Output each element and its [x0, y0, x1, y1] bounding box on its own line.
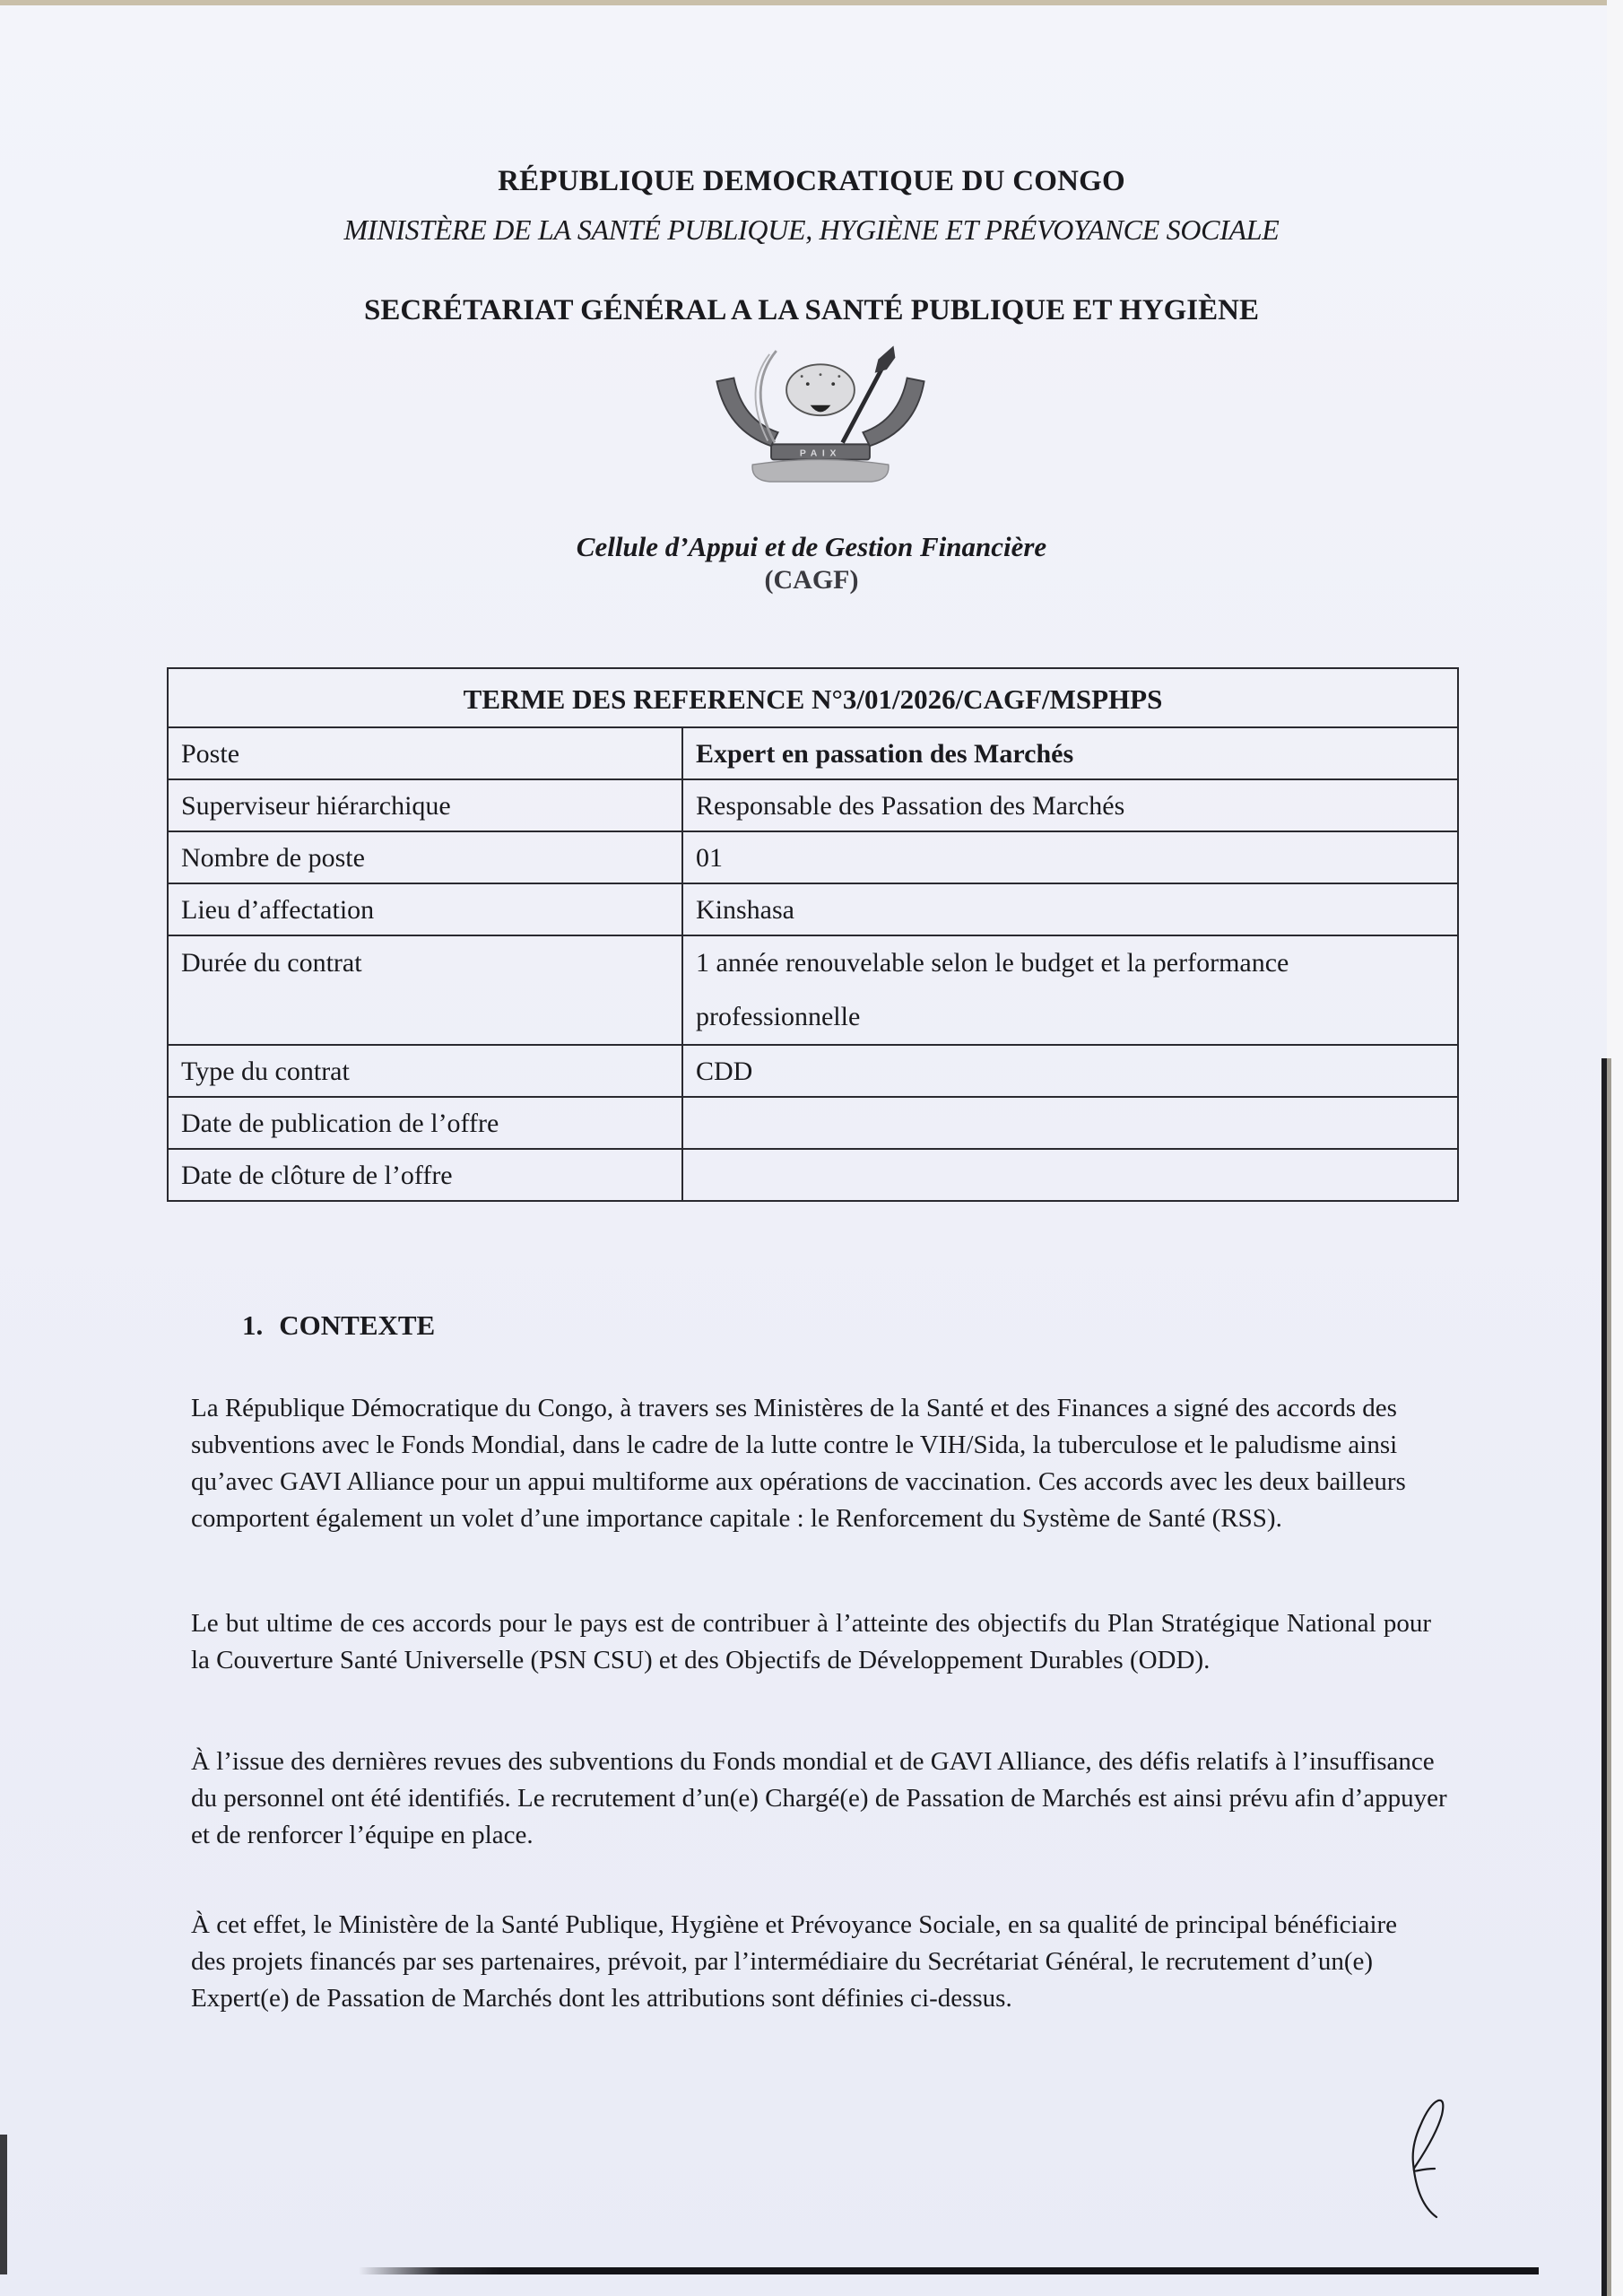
- table-row: [168, 779, 1458, 831]
- row-label-nombre-poste: Nombre de poste: [168, 831, 682, 883]
- row-value-superviseur: Responsable des Passation des Marchés: [682, 779, 1458, 831]
- context-paragraph-2: Le but ultime de ces accords pour le pays est de contribuer à l’atteinte des objectifs du Plan Stratégique National pour la Couverture Santé Universelle (PSN CSU) et des Objectifs de Développement Durables (ODD).: [191, 1609, 1431, 1674]
- row-value-poste: Expert en passation des Marchés: [682, 727, 1458, 779]
- scan-right-shadow: [1607, 1058, 1611, 2296]
- unit-acronym: (CAGF): [764, 565, 859, 595]
- row-value-date-cloture: [682, 1149, 1458, 1201]
- row-value-date-publication: [682, 1097, 1458, 1149]
- ministry-title: MINISTÈRE DE LA SANTÉ PUBLIQUE, HYGIÈNE ET PRÉVOYANCE SOCIALE: [343, 213, 1280, 246]
- terms-of-reference-table: [167, 667, 1459, 1202]
- section-heading: [242, 1309, 435, 1342]
- row-value-lieu: Kinshasa: [682, 883, 1458, 935]
- table-row: [168, 1045, 1458, 1097]
- coat-of-arms-icon: [690, 337, 950, 499]
- footer-rule: [359, 2267, 1539, 2274]
- scan-top-edge: [0, 0, 1610, 5]
- table-row: [168, 1097, 1458, 1149]
- table-title: TERME DES REFERENCE N°3/01/2026/CAGF/MSPHPS: [168, 668, 1458, 727]
- row-value-duree: 1 année renouvelable selon le budget et la performance professionnelle: [682, 935, 1458, 1045]
- row-label-superviseur: Superviseur hiérarchique: [168, 779, 682, 831]
- row-value-type-contrat: CDD: [682, 1045, 1458, 1097]
- table-row: [168, 1149, 1458, 1201]
- row-label-date-cloture: Date de clôture de l’offre: [168, 1149, 682, 1201]
- handwritten-initial-icon: [1408, 2097, 1471, 2231]
- country-title: RÉPUBLIQUE DEMOCRATIQUE DU CONGO: [498, 165, 1125, 197]
- row-label-poste: Poste: [168, 727, 682, 779]
- context-paragraph-4: À cet effet, le Ministère de la Santé Publique, Hygiène et Prévoyance Sociale, en sa qualité de principal bénéficiaire des projets financés par ses partenaires, prévoit, par l’intermédiaire du Secrétariat Général, le recrutement d’un(e) Expert(e) de Passation de Marchés dont les attributions sont définies ci-dessus.: [191, 1910, 1398, 2013]
- row-label-type-contrat: Type du contrat: [168, 1045, 682, 1097]
- unit-title: Cellule d’Appui et de Gestion Financière: [576, 531, 1047, 562]
- secretariat-title: SECRÉTARIAT GÉNÉRAL A LA SANTÉ PUBLIQUE ET HYGIÈNE: [364, 294, 1259, 326]
- svg-text:PAIX: PAIX: [799, 448, 842, 459]
- table-row: [168, 935, 1458, 1045]
- row-label-lieu: Lieu d’affectation: [168, 883, 682, 935]
- section-title: CONTEXTE: [279, 1309, 436, 1341]
- table-row: [168, 883, 1458, 935]
- scan-left-edge: [0, 2135, 7, 2274]
- table-row: [168, 727, 1458, 779]
- row-value-nombre-poste: 01: [682, 831, 1458, 883]
- section-number: 1.: [242, 1309, 264, 1341]
- row-label-date-publication: Date de publication de l’offre: [168, 1097, 682, 1149]
- table-row: [168, 831, 1458, 883]
- context-paragraph-3: À l’issue des dernières revues des subventions du Fonds mondial et de GAVI Alliance, des défis relatifs à l’insuffisance du personnel ont été identifiés. Le recrutement d’un(e) Chargé(e) de Passation de Marchés est ainsi prévu afin d’appuyer et de renforcer l’équipe en place.: [191, 1747, 1447, 1849]
- context-paragraph-1: La République Démocratique du Congo, à travers ses Ministères de la Santé et des Finances a signé des accords des subventions avec le Fonds Mondial, dans le cadre de la lutte contre le VIH/Sida, la tuberculose et le paludisme ainsi qu’avec GAVI Alliance pour un appui multiforme aux opérations de vaccination. Ces accords avec les deux bailleurs comportent également un volet d’une importance capitale : le Renforcement du Système de Santé (RSS).: [191, 1394, 1406, 1533]
- row-label-duree: Durée du contrat: [168, 935, 682, 1045]
